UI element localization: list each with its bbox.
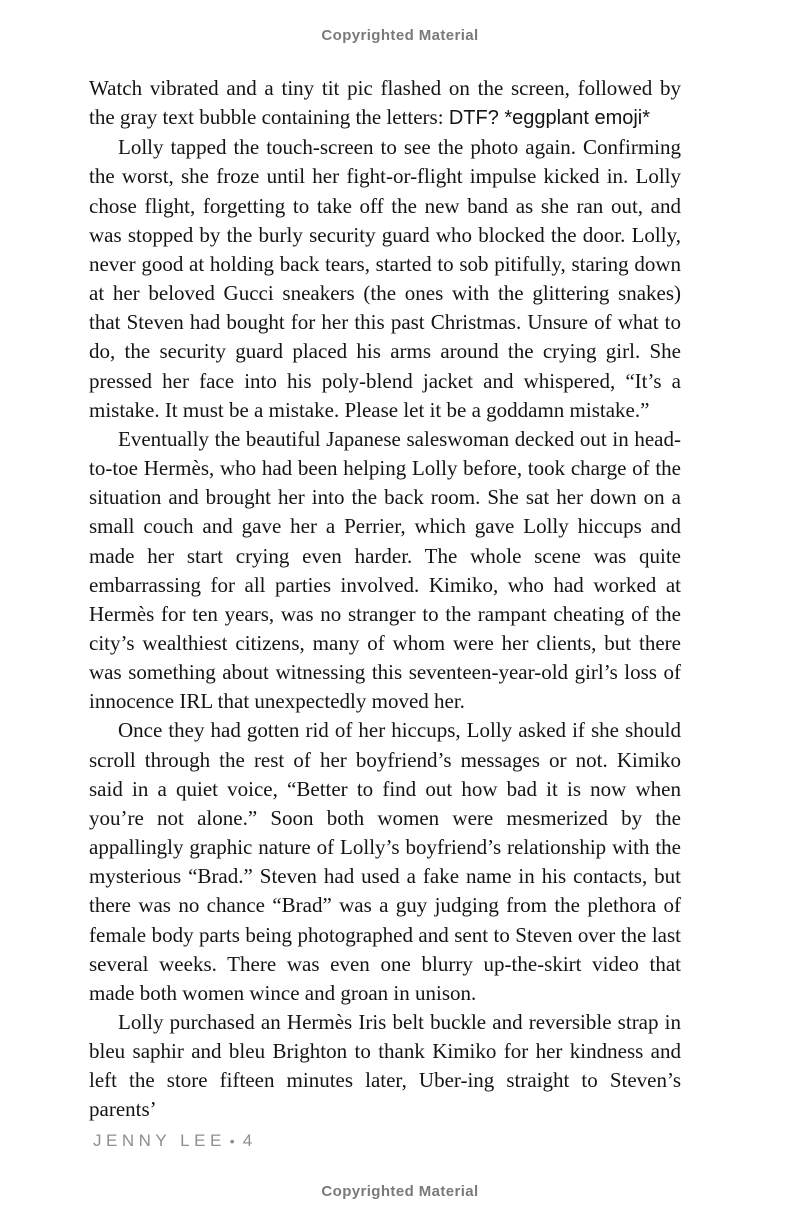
copyright-notice-bottom: Copyrighted Material [321,1183,479,1200]
paragraph-text: Lolly tapped the touch-screen to see the photo again. Confirming the worst, she froze until her fight-or-flight impulse kicked in. Lolly chose flight, forgetting to take off the new band as she ran out, and was stopped by the burly security guard who blocked the door. Lolly, never good at holding back tears, started to sob pitifully, staring down at her beloved Gucci sneakers (the ones with the glittering snakes) that Steven had bought for her this past Christmas. Unsure of what to do, the security guard placed his arms around the crying girl. She pressed her face into his poly-blend jacket and whispered, “It’s a mistake. It must be a mistake. Please let it be a goddamn mistake.” [89,135,681,422]
author-name: JENNY LEE [93,1131,226,1150]
paragraph-text: Watch vibrated and a tiny tit pic flashed on the screen, followed by the gray text bubble containing the letters: [89,76,681,130]
copyright-notice-top: Copyrighted Material [321,27,479,44]
separator-bullet: • [229,1133,235,1149]
paragraph [89,133,681,425]
paragraph-text: Once they had gotten rid of her hiccups, Lolly asked if she should scroll through the rest of her boyfriend’s messages or not. Kimiko said in a quiet voice, “Better to find out how bad it is now when you’re not alone.” Soon both women were mesmerized by the appallingly graphic nature of Lolly’s boyfriend’s relationship with the mysterious “Brad.” Steven had used a fake name in his contacts, but there was no chance “Brad” was a guy judging from the plethora of female body parts being photographed and sent to Steven over the last several weeks. There was even one blurry up-the-skirt video that made both women wince and groan in unison. [89,718,681,1005]
paragraph-text: Eventually the beautiful Japanese saleswoman decked out in head-to-toe Hermès, who had been helping Lolly before, took charge of the situation and brought her into the back room. She sat her down on a small couch and gave her a Perrier, which gave Lolly hiccups and made her start crying even harder. The whole scene was quite embarrassing for all parties involved. Kimiko, who had worked at Hermès for ten years, was no stranger to the rampant cheating of the city’s wealthiest citizens, many of whom were her clients, but there was something about witnessing this seventeen-year-old girl’s loss of innocence IRL that unexpectedly moved her. [89,426,681,714]
page-body [89,74,681,1125]
paragraph-text: Lolly purchased an Hermès Iris belt buckle and reversible strap in bleu saphir and bleu Brighton to thank Kimiko for her kindness and left the store fifteen minutes later, Uber-ing straight to Steven’s parents’ [89,1010,681,1122]
text-message-excerpt: DTF? *eggplant emoji* [448,107,651,130]
paragraph [89,74,681,133]
page-number: 4 [242,1131,257,1150]
paragraph [89,1008,681,1125]
running-footer [93,1131,257,1151]
paragraph [89,716,681,1008]
paragraph [89,425,681,717]
